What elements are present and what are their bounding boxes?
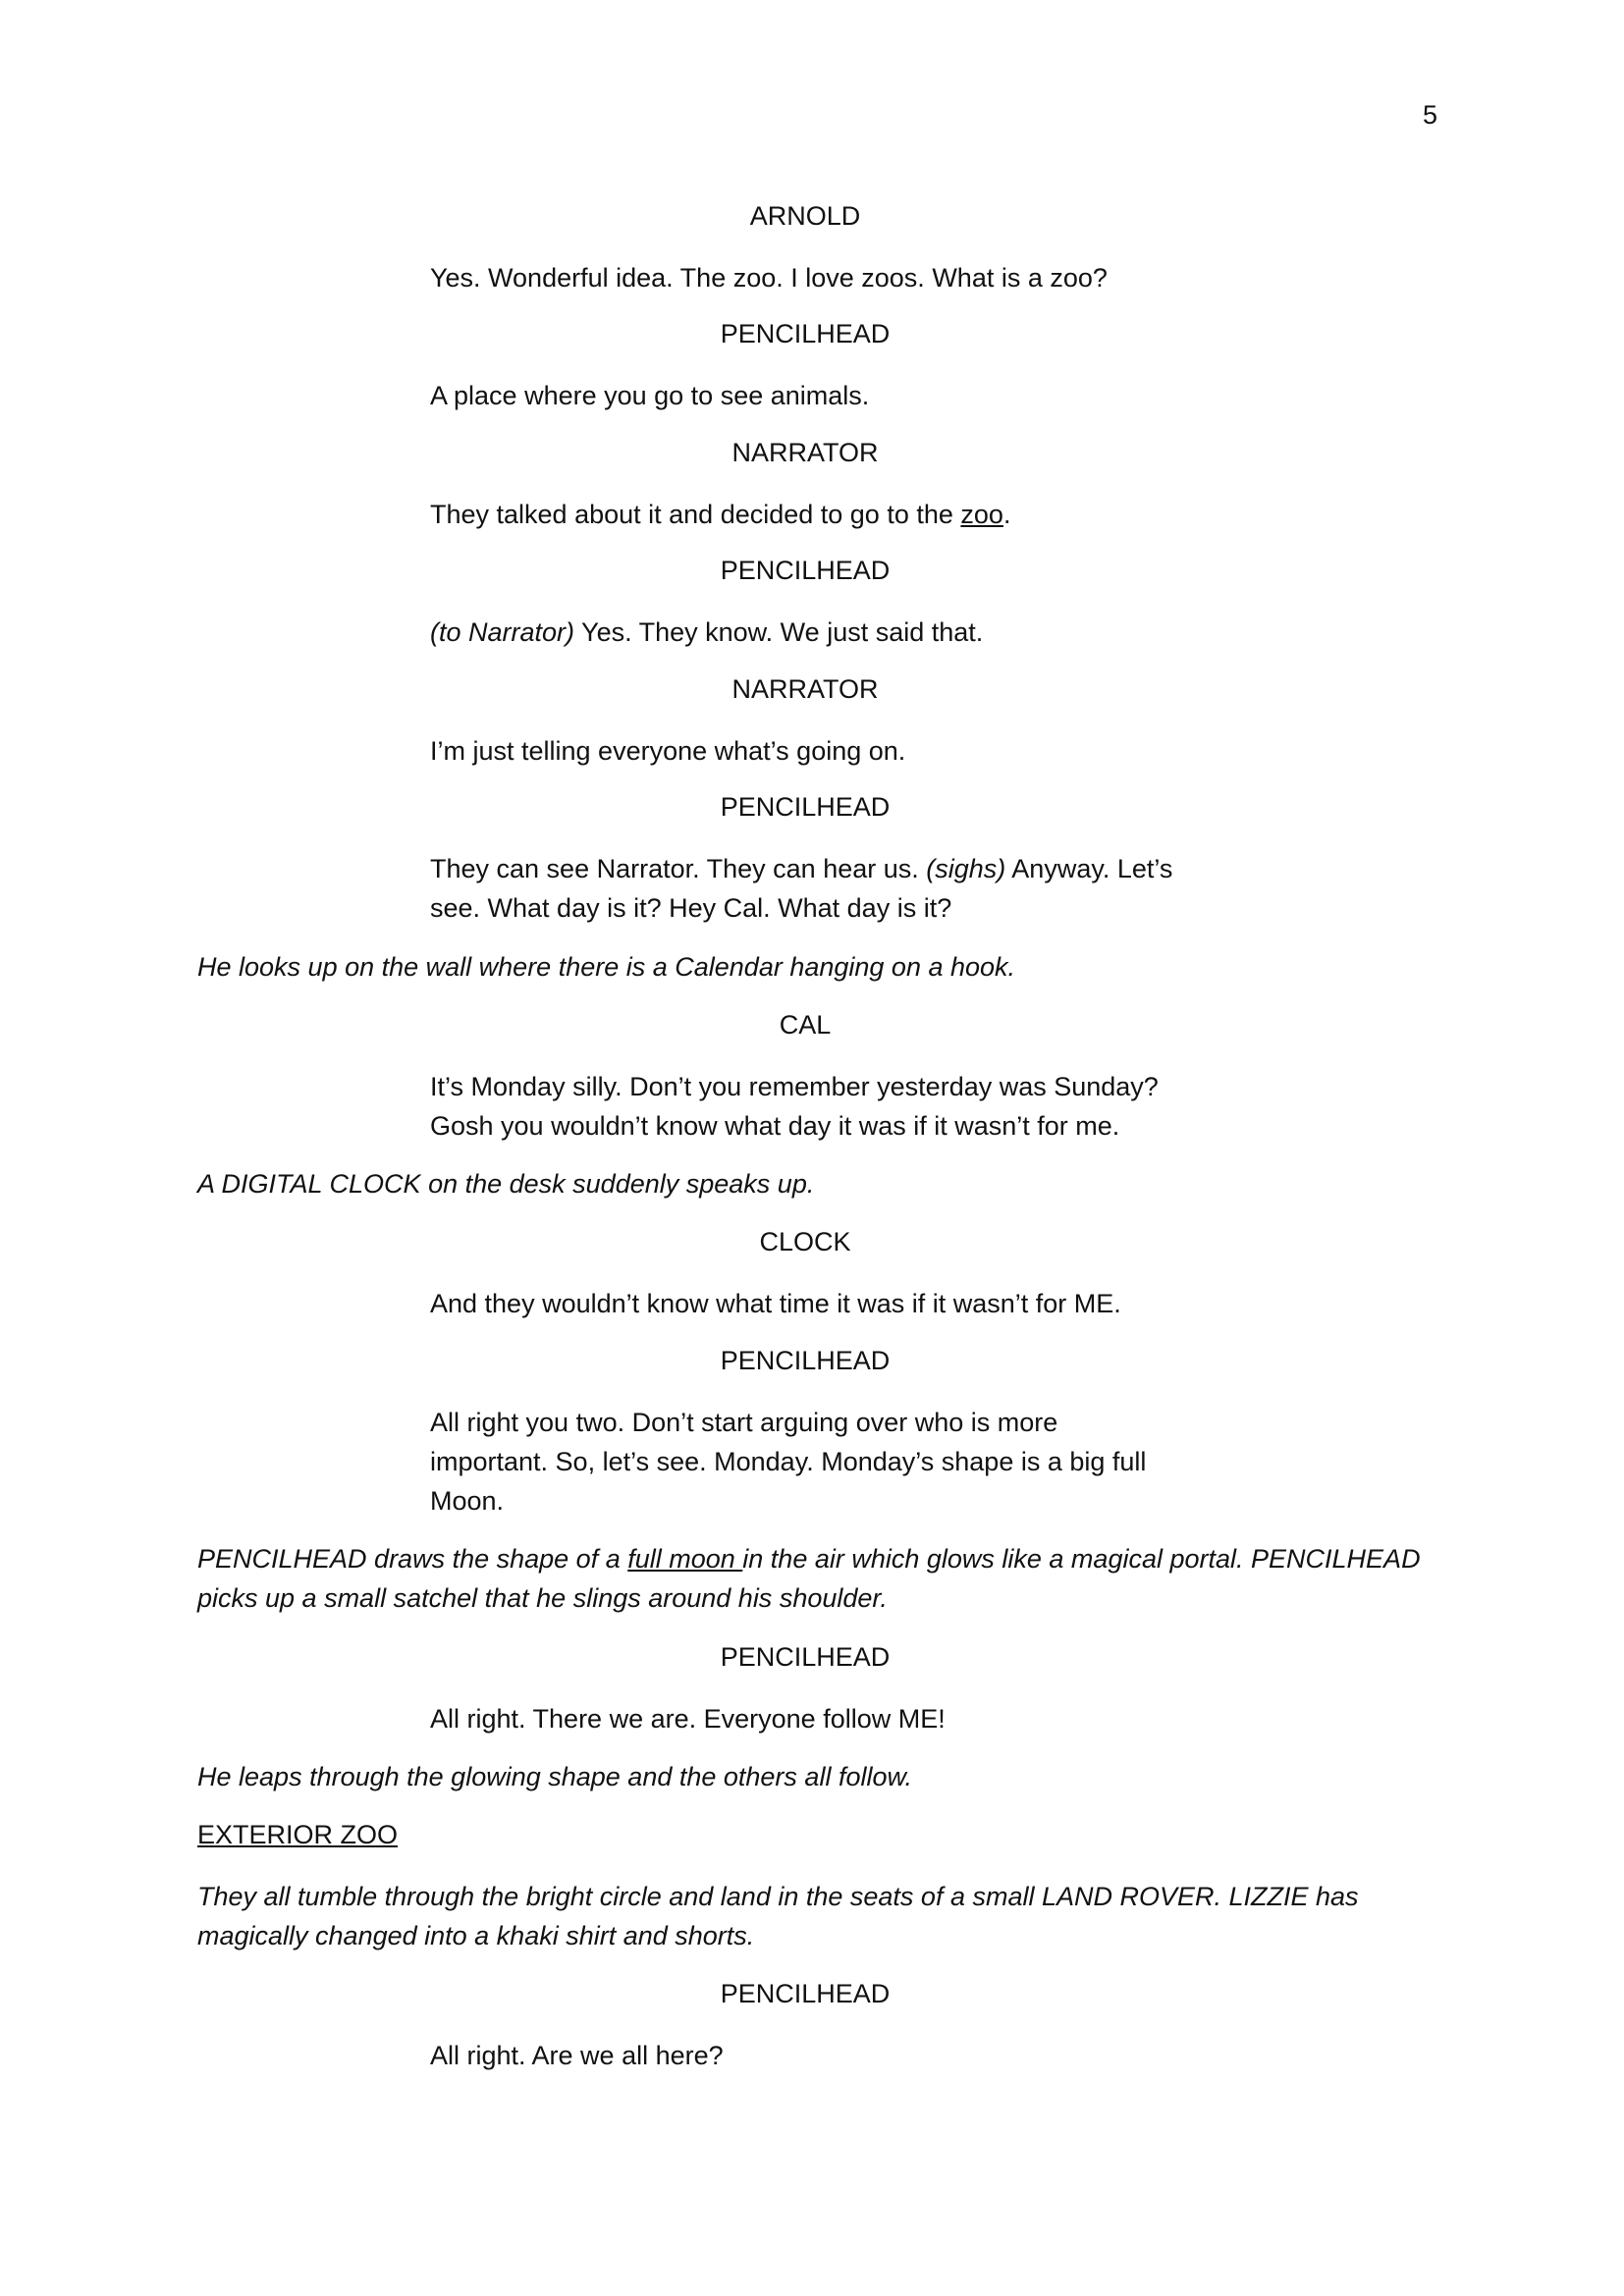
parenthetical: (sighs): [926, 854, 1006, 883]
dialogue-line: A place where you go to see animals.: [430, 381, 870, 410]
dialogue-line: [430, 613, 983, 652]
character-cue: [0, 1974, 1624, 2013]
cue-text: CLOCK: [759, 1227, 851, 1256]
dialogue-line: Yes. Wonderful idea. The zoo. I love zoos. What is a zoo?: [430, 263, 1108, 293]
action-line: magically changed into a khaki shirt and shorts.: [197, 1921, 755, 1950]
cue-text: CAL: [779, 1010, 832, 1040]
dialogue-line: [430, 849, 1172, 888]
character-cue: [0, 669, 1624, 709]
dialogue-line: important. So, let’s see. Monday. Monday’s shape is a big full: [430, 1447, 1147, 1476]
scene-heading: EXTERIOR ZOO: [197, 1820, 399, 1849]
character-cue: [0, 1222, 1624, 1261]
dialogue-line: And they wouldn’t know what time it was if it wasn’t for ME.: [430, 1289, 1121, 1318]
cue-text: PENCILHEAD: [720, 556, 891, 585]
character-cue: [0, 1637, 1624, 1677]
action-line: picks up a small satchel that he slings around his shoulder.: [197, 1583, 888, 1613]
dialogue-line: All right you two. Don’t start arguing over who is more: [430, 1408, 1058, 1437]
character-cue: [0, 787, 1624, 827]
action-line: They all tumble through the bright circle and land in the seats of a small LAND ROVER. LIZZIE has: [197, 1882, 1359, 1911]
dialogue-text: They can see Narrator. They can hear us.: [430, 854, 927, 883]
dialogue-line: I’m just telling everyone what’s going on.: [430, 736, 906, 766]
dialogue-line: Moon.: [430, 1486, 505, 1516]
dialogue-text: .: [1002, 500, 1011, 529]
dialogue-line: Gosh you wouldn’t know what day it was if it wasn’t for me.: [430, 1111, 1120, 1141]
dialogue-text: Yes. They know. We just said that.: [574, 617, 984, 647]
page-number: 5: [1422, 100, 1437, 130]
cue-text: PENCILHEAD: [720, 1979, 891, 2008]
dialogue-line: All right. There we are. Everyone follow ME!: [430, 1704, 946, 1734]
underlined-phrase: full moon: [627, 1544, 743, 1574]
action-line: [197, 1539, 1421, 1578]
cue-text: PENCILHEAD: [720, 1346, 891, 1375]
underlined-word: zoo: [960, 500, 1003, 529]
cue-text: NARRATOR: [731, 674, 879, 704]
character-cue: [0, 1005, 1624, 1044]
action-line: He leaps through the glowing shape and the others all follow.: [197, 1762, 912, 1791]
dialogue-line: It’s Monday silly. Don’t you remember yesterday was Sunday?: [430, 1072, 1159, 1101]
dialogue-text: Anyway. Let’s: [1005, 854, 1173, 883]
cue-text: PENCILHEAD: [720, 319, 891, 348]
action-text: in the air which glows like a magical portal. PENCILHEAD: [742, 1544, 1421, 1574]
dialogue-line: [430, 495, 1010, 534]
cue-text: PENCILHEAD: [720, 792, 891, 822]
character-cue: [0, 551, 1624, 590]
dialogue-line: see. What day is it? Hey Cal. What day is it?: [430, 893, 952, 923]
cue-text: NARRATOR: [731, 438, 879, 467]
cue-text: PENCILHEAD: [720, 1642, 891, 1672]
action-line: He looks up on the wall where there is a Calendar hanging on a hook.: [197, 952, 1016, 982]
dialogue-text: They talked about it and decided to go to the: [430, 500, 961, 529]
parenthetical: (to Narrator): [430, 617, 575, 647]
dialogue-line: All right. Are we all here?: [430, 2041, 724, 2070]
character-cue: [0, 196, 1624, 236]
character-cue: [0, 1341, 1624, 1380]
action-text: PENCILHEAD draws the shape of a: [197, 1544, 628, 1574]
cue-text: ARNOLD: [749, 201, 861, 231]
action-line: A DIGITAL CLOCK on the desk suddenly speaks up.: [197, 1169, 815, 1199]
character-cue: [0, 314, 1624, 353]
character-cue: [0, 433, 1624, 472]
